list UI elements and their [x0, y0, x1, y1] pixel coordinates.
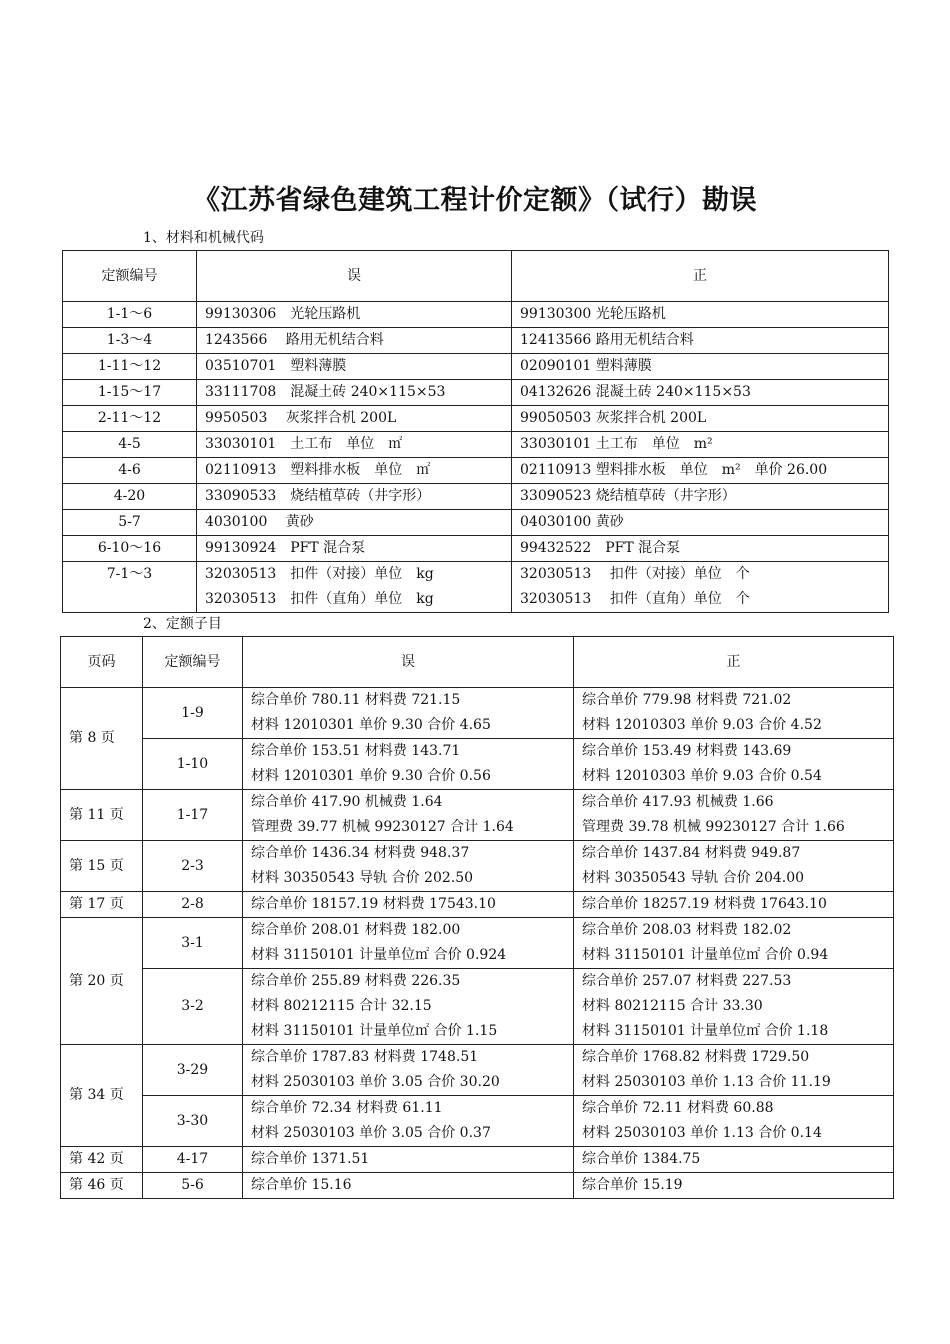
quota-code-cell: 4-6 [63, 458, 197, 484]
right-value-cell [512, 458, 889, 484]
right-value-line: 材料 25030103 单价 1.13 合价 11.19 [582, 1074, 831, 1090]
section1-label: 1、材料和机械代码 [143, 230, 264, 246]
table-row [61, 1096, 894, 1147]
wrong-value-line: 33030101 土工布 单位 ㎡ [205, 436, 403, 452]
right-value-line: 综合单价 257.07 材料费 227.53 [582, 973, 792, 989]
table-row [63, 510, 889, 536]
wrong-value-cell [197, 510, 512, 536]
wrong-value-cell [243, 739, 574, 790]
wrong-value-cell [243, 918, 574, 969]
right-value-line: 32030513 扣件（对接）单位 个 [520, 566, 750, 582]
document-title: 《江苏省绿色建筑工程计价定额》（试行）勘误 [193, 185, 757, 216]
right-value-line: 12413566 路用无机结合料 [520, 332, 694, 348]
right-value-line: 33090523 烧结植草砖（井字形） [520, 488, 736, 504]
wrong-value-cell [243, 1045, 574, 1096]
right-value-line: 综合单价 18257.19 材料费 17643.10 [582, 896, 827, 912]
wrong-value-cell [197, 354, 512, 380]
wrong-value-line: 32030513 扣件（直角）单位 kg [205, 591, 434, 607]
wrong-value-line: 综合单价 18157.19 材料费 17543.10 [251, 896, 496, 912]
wrong-value-line: 材料 30350543 导轨 合价 202.50 [251, 870, 474, 886]
right-value-line: 综合单价 153.49 材料费 143.69 [582, 743, 792, 759]
wrong-value-cell [243, 1147, 574, 1173]
quota-code-cell: 2-8 [143, 892, 243, 918]
wrong-value-line: 材料 12010301 单价 9.30 合价 0.56 [251, 768, 491, 784]
table-row [63, 432, 889, 458]
right-value-cell [512, 536, 889, 562]
wrong-value-line: 材料 25030103 单价 3.05 合价 30.20 [251, 1074, 500, 1090]
wrong-value-cell [243, 1096, 574, 1147]
right-value-line: 02090101 塑料薄膜 [520, 358, 652, 374]
wrong-value-line: 99130924 PFT 混合泵 [205, 540, 366, 556]
quota-code-cell: 3-1 [143, 918, 243, 969]
right-value-line: 04030100 黄砂 [520, 514, 624, 530]
wrong-value-line: 1243566 路用无机结合料 [205, 332, 384, 348]
page-number-cell: 第 11 页 [61, 790, 143, 841]
page-number-cell: 第 20 页 [61, 918, 143, 1045]
material-code-table [62, 250, 889, 613]
right-value-cell [574, 1147, 894, 1173]
right-value-line: 材料 31150101 计量单位㎡ 合价 0.94 [582, 947, 829, 963]
table-row [63, 536, 889, 562]
right-value-cell [574, 1173, 894, 1199]
table-row [61, 892, 894, 918]
right-value-line: 33030101 土工布 单位 m² [520, 436, 713, 452]
quota-code-cell: 1-1～6 [63, 302, 197, 328]
right-value-line: 材料 12010303 单价 9.03 合价 4.52 [582, 717, 822, 733]
wrong-value-cell [197, 562, 512, 613]
right-value-line: 99432522 PFT 混合泵 [520, 540, 681, 556]
wrong-value-line: 32030513 扣件（对接）单位 kg [205, 566, 434, 582]
right-value-line: 材料 12010303 单价 9.03 合价 0.54 [582, 768, 822, 784]
right-value-cell [574, 892, 894, 918]
wrong-value-line: 03510701 塑料薄膜 [205, 358, 347, 374]
wrong-value-cell [197, 406, 512, 432]
wrong-value-line: 综合单价 72.34 材料费 61.11 [251, 1100, 443, 1116]
page-number-cell: 第 34 页 [61, 1045, 143, 1147]
quota-code-cell: 1-15～17 [63, 380, 197, 406]
right-value-line: 材料 80212115 合计 33.30 [582, 998, 763, 1014]
right-value-line: 材料 25030103 单价 1.13 合价 0.14 [582, 1125, 822, 1141]
right-value-cell [574, 918, 894, 969]
right-value-cell [512, 484, 889, 510]
wrong-value-line: 综合单价 208.01 材料费 182.00 [251, 922, 461, 938]
table-row [61, 841, 894, 892]
right-value-cell [512, 328, 889, 354]
right-value-line: 综合单价 1384.75 [582, 1151, 701, 1167]
table-row [63, 458, 889, 484]
table-row [63, 484, 889, 510]
quota-code-cell: 1-9 [143, 688, 243, 739]
wrong-value-cell [197, 380, 512, 406]
quota-code-cell: 4-20 [63, 484, 197, 510]
right-value-cell [574, 841, 894, 892]
right-value-cell [512, 432, 889, 458]
right-value-line: 32030513 扣件（直角）单位 个 [520, 591, 750, 607]
wrong-value-line: 材料 80212115 合计 32.15 [251, 998, 432, 1014]
quota-code-cell: 6-10～16 [63, 536, 197, 562]
page-number-cell: 第 42 页 [61, 1147, 143, 1173]
right-value-cell [574, 969, 894, 1045]
wrong-value-line: 综合单价 153.51 材料费 143.71 [251, 743, 461, 759]
header-right: 正 [574, 637, 894, 688]
header-right: 正 [512, 251, 889, 302]
table-row [61, 688, 894, 739]
wrong-value-line: 综合单价 780.11 材料费 721.15 [251, 692, 461, 708]
wrong-value-line: 33111708 混凝土砖 240×115×53 [205, 384, 446, 400]
table-row [61, 739, 894, 790]
right-value-line: 材料 31150101 计量单位㎡ 合价 1.18 [582, 1023, 829, 1039]
quota-code-cell: 1-11～12 [63, 354, 197, 380]
right-value-line: 综合单价 72.11 材料费 60.88 [582, 1100, 774, 1116]
right-value-line: 材料 30350543 导轨 合价 204.00 [582, 870, 805, 886]
wrong-value-line: 02110913 塑料排水板 单位 ㎡ [205, 462, 431, 478]
quota-code-cell: 2-3 [143, 841, 243, 892]
quota-item-table [60, 636, 894, 1199]
wrong-value-cell [197, 302, 512, 328]
quota-code-cell: 3-2 [143, 969, 243, 1045]
right-value-cell [512, 510, 889, 536]
wrong-value-line: 综合单价 255.89 材料费 226.35 [251, 973, 461, 989]
header-wrong: 误 [197, 251, 512, 302]
header-code: 定额编号 [143, 637, 243, 688]
right-value-cell [574, 739, 894, 790]
section2-label: 2、定额子目 [143, 616, 222, 632]
quota-code-cell: 4-17 [143, 1147, 243, 1173]
quota-code-cell: 3-29 [143, 1045, 243, 1096]
header-wrong: 误 [243, 637, 574, 688]
header-code: 定额编号 [63, 251, 197, 302]
right-value-line: 管理费 39.78 机械 99230127 合计 1.66 [582, 819, 845, 835]
page-number-cell: 第 8 页 [61, 688, 143, 790]
right-value-cell [574, 1096, 894, 1147]
table-row [63, 380, 889, 406]
right-value-line: 综合单价 15.19 [582, 1177, 683, 1193]
quota-code-cell: 5-6 [143, 1173, 243, 1199]
wrong-value-cell [243, 892, 574, 918]
wrong-value-line: 综合单价 1787.83 材料费 1748.51 [251, 1049, 479, 1065]
table-row [61, 918, 894, 969]
table-row [63, 562, 889, 613]
right-value-cell [512, 406, 889, 432]
right-value-cell [574, 688, 894, 739]
right-value-line: 02110913 塑料排水板 单位 m² 单价 26.00 [520, 462, 828, 478]
wrong-value-line: 4030100 黄砂 [205, 514, 314, 530]
wrong-value-cell [243, 969, 574, 1045]
right-value-cell [574, 790, 894, 841]
right-value-line: 综合单价 1437.84 材料费 949.87 [582, 845, 801, 861]
right-value-line: 综合单价 779.98 材料费 721.02 [582, 692, 792, 708]
page-number-cell: 第 17 页 [61, 892, 143, 918]
right-value-cell [512, 354, 889, 380]
right-value-line: 99130300 光轮压路机 [520, 306, 666, 322]
table-row [61, 1045, 894, 1096]
wrong-value-line: 综合单价 417.90 机械费 1.64 [251, 794, 443, 810]
header-page: 页码 [61, 637, 143, 688]
right-value-line: 99050503 灰浆拌合机 200L [520, 410, 707, 426]
quota-code-cell: 3-30 [143, 1096, 243, 1147]
table-row [61, 1147, 894, 1173]
wrong-value-line: 33090533 烧结植草砖（井字形） [205, 488, 431, 504]
quota-code-cell: 7-1～3 [63, 562, 197, 613]
right-value-cell [512, 302, 889, 328]
right-value-line: 04132626 混凝土砖 240×115×53 [520, 384, 751, 400]
right-value-line: 综合单价 1768.82 材料费 1729.50 [582, 1049, 810, 1065]
wrong-value-cell [197, 458, 512, 484]
quota-code-cell: 2-11～12 [63, 406, 197, 432]
quota-code-cell: 1-17 [143, 790, 243, 841]
wrong-value-line: 9950503 灰浆拌合机 200L [205, 410, 397, 426]
right-value-cell [512, 562, 889, 613]
wrong-value-cell [197, 328, 512, 354]
wrong-value-line: 材料 31150101 计量单位㎡ 合价 0.924 [251, 947, 507, 963]
right-value-cell [512, 380, 889, 406]
wrong-value-cell [243, 1173, 574, 1199]
table-row [63, 354, 889, 380]
wrong-value-cell [197, 432, 512, 458]
wrong-value-line: 材料 12010301 单价 9.30 合价 4.65 [251, 717, 491, 733]
quota-code-cell: 4-5 [63, 432, 197, 458]
wrong-value-cell [243, 790, 574, 841]
quota-code-cell: 5-7 [63, 510, 197, 536]
right-value-line: 综合单价 208.03 材料费 182.02 [582, 922, 792, 938]
wrong-value-line: 管理费 39.77 机械 99230127 合计 1.64 [251, 819, 514, 835]
wrong-value-line: 综合单价 1436.34 材料费 948.37 [251, 845, 470, 861]
wrong-value-line: 材料 25030103 单价 3.05 合价 0.37 [251, 1125, 491, 1141]
wrong-value-line: 综合单价 1371.51 [251, 1151, 370, 1167]
wrong-value-cell [197, 484, 512, 510]
table-row [61, 969, 894, 1045]
right-value-cell [574, 1045, 894, 1096]
right-value-line: 综合单价 417.93 机械费 1.66 [582, 794, 774, 810]
quota-code-cell: 1-3～4 [63, 328, 197, 354]
wrong-value-cell [243, 841, 574, 892]
quota-code-cell: 1-10 [143, 739, 243, 790]
table-row [61, 1173, 894, 1199]
wrong-value-line: 材料 31150101 计量单位㎡ 合价 1.15 [251, 1023, 498, 1039]
table-row [63, 302, 889, 328]
table-header-row [61, 637, 894, 688]
wrong-value-cell [243, 688, 574, 739]
wrong-value-cell [197, 536, 512, 562]
table-header-row [63, 251, 889, 302]
page-number-cell: 第 15 页 [61, 841, 143, 892]
wrong-value-line: 综合单价 15.16 [251, 1177, 352, 1193]
table-row [63, 328, 889, 354]
table-row [63, 406, 889, 432]
wrong-value-line: 99130306 光轮压路机 [205, 306, 361, 322]
page-number-cell: 第 46 页 [61, 1173, 143, 1199]
table-row [61, 790, 894, 841]
